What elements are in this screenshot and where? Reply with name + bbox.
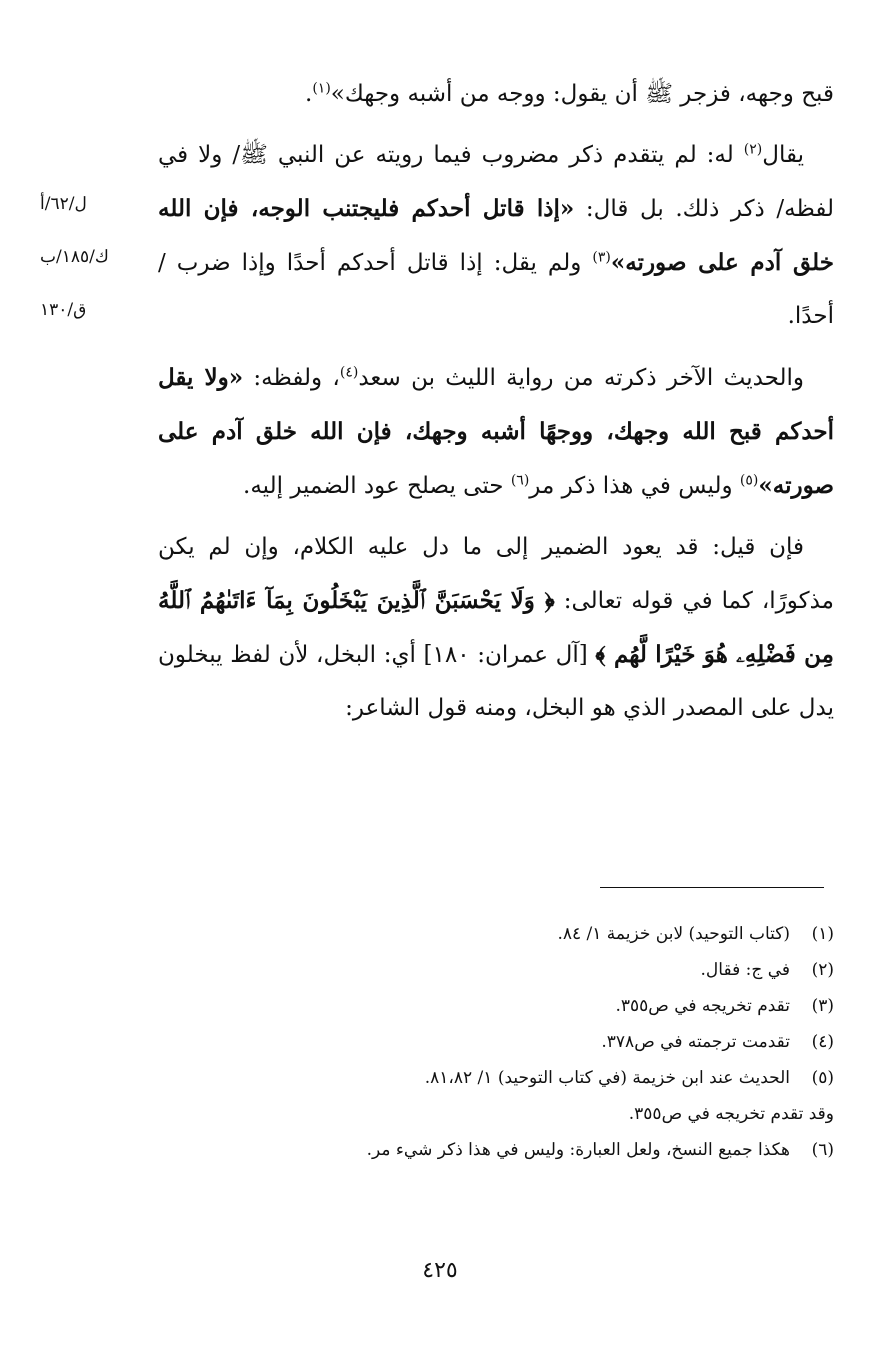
text: حتى يصلح عود الضمير إليه. — [243, 473, 511, 499]
text: ، ولفظه: — [243, 365, 340, 391]
paragraph-1 — [158, 68, 834, 121]
footnote-text: تقدم تخريجه في ص٣٥٥. — [615, 996, 790, 1016]
footnote — [190, 1024, 834, 1060]
hadith-quote: «ولا يقل أحدكم قبح الله وجهك، ووجهًا أشبه وجهك، فإن الله خلق آدم على صورته» — [158, 364, 834, 499]
quran-verse: ﴿ وَلَا يَحْسَبَنَّ ٱلَّذِينَ يَبْخَلُونَ بِمَآ ءَاتَىٰهُمُ ٱللَّهُ مِن فَضْلِهِۦ هُوَ خَيْرًا لَّهُم ﴾ — [158, 587, 834, 668]
footnote-ref[interactable]: (٢) — [743, 141, 763, 158]
text: له: لم يتقدم ذكر مضروب فيما رويته عن النبي ﷺ/ ولا في لفظه/ ذكر ذلك. بل قال: — [158, 142, 834, 222]
hadith-quote: «إذا قاتل أحدكم فليجتنب الوجه، فإن الله خلق آدم على صورته» — [158, 195, 834, 276]
footnote-number: (٥) — [811, 1068, 834, 1088]
footnote-text: (كتاب التوحيد) لابن خزيمة ١/ ٨٤. — [557, 924, 790, 944]
page-number: ٤٢٥ — [422, 1258, 458, 1283]
footnote-number: (١) — [811, 924, 834, 944]
paragraph-2 — [158, 129, 834, 343]
footnote-ref[interactable]: (٤) — [339, 364, 359, 381]
footnote-number: (٢) — [811, 960, 834, 980]
footnote — [190, 1132, 834, 1168]
margin-note: ك/١٨٥/ب — [40, 247, 109, 267]
footnote-ref[interactable]: (٦) — [510, 472, 530, 489]
text: ولم يقل: إذا قاتل أحدكم أحدًا وإذا ضرب / أحدًا. — [158, 250, 834, 329]
footnote-text: الحديث عند ابن خزيمة (في كتاب التوحيد) ١/ ٨١،٨٢. — [424, 1068, 790, 1088]
footnote-ref[interactable]: (٥) — [739, 472, 759, 489]
paragraph-3 — [158, 351, 834, 513]
footnote-text: في ج: فقال. — [700, 960, 790, 980]
footnote — [190, 952, 834, 988]
text: وليس في هذا ذكر مر — [529, 473, 740, 499]
text: قبح وجهه، فزجر ﷺ أن يقول: ووجه من أشبه وجهك» — [330, 81, 834, 107]
footnote — [190, 988, 834, 1024]
text: [آل عمران: ١٨٠] أي: البخل، لأن لفظ يبخلون يدل على المصدر الذي هو البخل، ومنه قول الشاعر: — [158, 642, 834, 721]
text: . — [305, 81, 313, 107]
margin-note: ق/١٣٠ — [40, 300, 87, 320]
footnote-text: هكذا جميع النسخ، ولعل العبارة: وليس في هذا ذكر شيء مر. — [366, 1140, 790, 1160]
footnote-text: تقدمت ترجمته في ص٣٧٨. — [601, 1032, 790, 1052]
margin-note: ل/٦٢/أ — [40, 194, 87, 214]
footnote — [190, 916, 834, 952]
footnote-continuation: وقد تقدم تخريجه في ص٣٥٥. — [628, 1104, 834, 1124]
main-text — [158, 68, 834, 743]
footnote-ref[interactable]: (٣) — [592, 249, 611, 266]
footnote-ref[interactable]: (١) — [312, 80, 331, 97]
text: والحديث الآخر ذكرته من رواية الليث بن سعد — [358, 365, 805, 391]
footnote-number: (٤) — [811, 1032, 834, 1052]
manuscript-margin-notes — [40, 190, 150, 349]
footnote-number: (٦) — [811, 1140, 834, 1160]
footnote — [190, 1060, 834, 1096]
text: يقال — [762, 142, 804, 168]
paragraph-4 — [158, 521, 834, 735]
footnotes — [190, 916, 834, 1168]
footnote-divider — [600, 887, 824, 888]
footnote-number: (٣) — [811, 996, 834, 1016]
text: فإن قيل: قد يعود الضمير إلى ما دل عليه الكلام، وإن لم يكن مذكورًا، كما في قوله تعالى: — [158, 534, 834, 614]
